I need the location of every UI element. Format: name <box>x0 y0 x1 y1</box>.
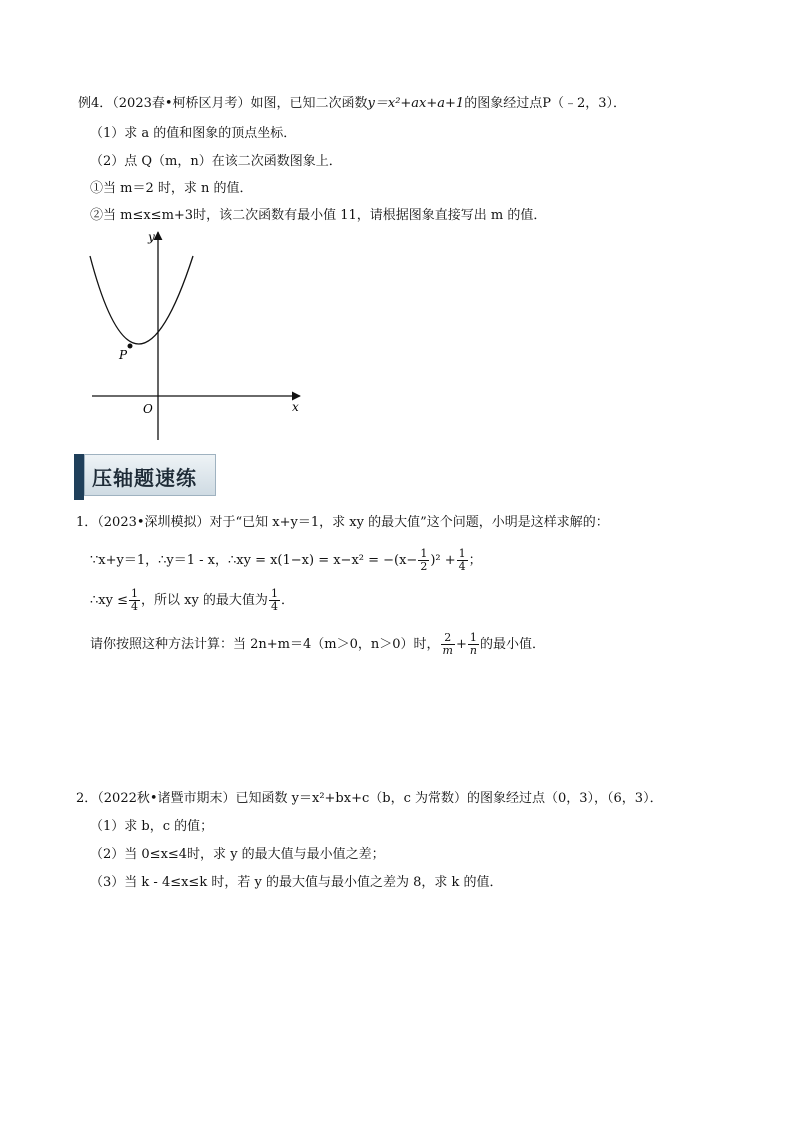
problem1-line2-end: ． <box>280 593 294 608</box>
example4-q2: （2）点 Q（m，n）在该二次函数图象上． <box>90 154 342 169</box>
problem1-line1-mid: )² + <box>430 553 456 568</box>
frac-num: 1 <box>130 587 138 600</box>
problem1-line2 <box>90 588 294 613</box>
example4-q2b: ②当 m≤x≤m+3时，该二次函数有最小值 11，请根据图象直接写出 m 的值． <box>90 208 547 223</box>
example4-function: y＝x²+ax+a+1 <box>367 96 465 111</box>
frac-den: m <box>442 644 453 657</box>
fraction-one-quarter-2 <box>129 588 140 613</box>
problem2-header: 2．（2022秋•诸暨市期末）已知函数 y＝x²+bx+c（b，c 为常数）的图象经过点（0，3），（6，3）． <box>76 791 663 806</box>
frac-den: 4 <box>130 600 138 613</box>
example4-q2a: ①当 m＝2 时，求 n 的值． <box>90 181 253 196</box>
fraction-2-over-m <box>441 632 455 657</box>
frac-num: 1 <box>458 547 466 560</box>
problem2-q2: （2）当 0≤x≤4时，求 y 的最大值与最小值之差； <box>90 847 385 862</box>
y-axis-label: y <box>148 230 155 244</box>
banner-title: 压轴题速练 <box>92 466 197 490</box>
parabola-graph <box>88 228 308 443</box>
section-banner <box>74 452 222 500</box>
frac-den: n <box>469 644 477 657</box>
problem1-header: 1．（2023•深圳模拟）对于“已知 x+y＝1，求 xy 的最大值”这个问题，小明是这样求解的： <box>76 515 609 530</box>
problem1-line1-text: ∵x+y＝1，∴y＝1 - x，∴xy = x(1−x) = x−x² = −(x− <box>90 553 418 568</box>
problem1-line3 <box>90 632 545 657</box>
frac-den: 4 <box>270 600 278 613</box>
example4-header-tail: 的图象经过点 <box>464 96 543 111</box>
example4-q1: （1）求 a 的值和图象的顶点坐标． <box>90 126 297 141</box>
fraction-one-half <box>418 548 429 573</box>
problem1-line3-pre: 请你按照这种方法计算：当 2n+m＝4（m＞0，n＞0）时， <box>90 637 440 652</box>
origin-label: O <box>143 402 153 416</box>
example4-header-text: 例4．（2023春•柯桥区月考）如图，已知二次函数 <box>78 96 368 111</box>
problem2-q3: （3）当 k - 4≤x≤k 时，若 y 的最大值与最小值之差为 8，求 k 的值． <box>90 875 503 890</box>
example4-point: P（﹣2，3）． <box>542 96 627 111</box>
parabola-curve <box>90 256 193 344</box>
plus-sign: + <box>455 637 467 652</box>
problem1-line2-mid: ，所以 xy 的最大值为 <box>140 593 268 608</box>
fraction-one-quarter <box>457 548 468 573</box>
frac-den: 4 <box>458 560 466 573</box>
frac-num: 1 <box>270 587 278 600</box>
problem1-line2-pre: ∴xy ≤ <box>90 593 128 608</box>
frac-num: 1 <box>420 547 428 560</box>
fraction-one-quarter-3 <box>269 588 280 613</box>
point-p-marker <box>128 344 133 349</box>
fraction-1-over-n <box>468 632 479 657</box>
problem1-line1-end: ； <box>468 553 482 568</box>
example4-header <box>78 95 626 113</box>
problem2-q1: （1）求 b，c 的值； <box>90 819 214 834</box>
point-p-label: P <box>119 348 128 362</box>
frac-num: 1 <box>468 632 479 645</box>
frac-den: 2 <box>420 560 428 573</box>
problem1-line1 <box>90 548 482 573</box>
problem1-line3-end: 的最小值． <box>479 637 545 652</box>
banner-bar <box>74 454 84 500</box>
x-axis-label: x <box>292 400 299 414</box>
frac-num: 2 <box>441 632 455 645</box>
